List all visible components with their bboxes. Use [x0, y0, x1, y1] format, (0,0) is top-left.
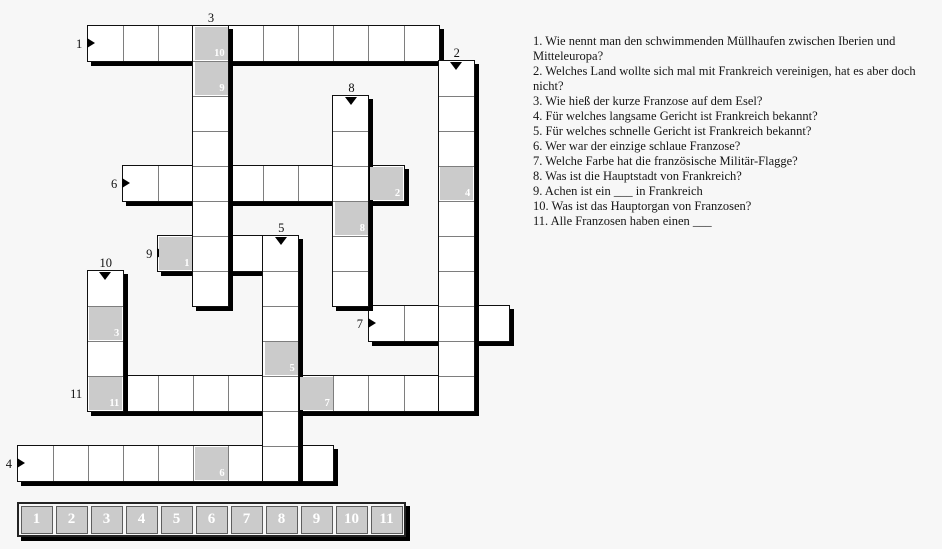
solution-cell[interactable]: [195, 62, 228, 95]
across-arrow-icon: [17, 458, 25, 468]
answer-box-number: 5: [172, 511, 181, 527]
clue-number: 9: [146, 246, 153, 261]
down-arrow-icon: [450, 62, 462, 70]
answer-box: [126, 506, 158, 534]
cell[interactable]: [333, 376, 368, 411]
clue-item: 8. Was ist die Hauptstadt von Frankreich?: [533, 169, 742, 183]
cell[interactable]: [193, 131, 228, 166]
answer-box-number: 1: [32, 511, 41, 527]
cell[interactable]: [53, 446, 88, 481]
cell[interactable]: [404, 376, 439, 411]
answer-box: [91, 506, 123, 534]
clue-item: 9. Achen ist ein ___ in Frankreich: [533, 184, 703, 198]
answer-box: [336, 506, 368, 534]
clue-number: 6: [111, 176, 118, 191]
cell[interactable]: [439, 131, 474, 166]
clue-item: 1. Wie nennt man den schwimmenden Müllhaufen zwischen Iberien und Mitteleuropa?: [533, 34, 896, 63]
cell[interactable]: [158, 376, 193, 411]
cell[interactable]: [333, 131, 368, 166]
clue-item: 7. Welche Farbe hat die französische Militär-Flagge?: [533, 154, 798, 168]
solution-cell[interactable]: [89, 377, 122, 410]
cell[interactable]: [193, 96, 228, 131]
answer-box: [371, 506, 403, 534]
answer-box-number: 7: [242, 511, 251, 527]
solution-cell[interactable]: [195, 27, 228, 60]
cell[interactable]: [298, 446, 333, 481]
solution-cell-number: 4: [465, 187, 471, 199]
cell[interactable]: [439, 201, 474, 236]
clue-number: 7: [356, 316, 363, 331]
answer-box-number: 4: [137, 511, 146, 527]
clue-number: 8: [348, 81, 355, 95]
cell[interactable]: [193, 376, 228, 411]
cell[interactable]: [228, 236, 263, 271]
answer-box: [301, 506, 333, 534]
clue-number: 10: [99, 256, 112, 270]
clue-item: 6. Wer war der einzige schlaue Franzose?: [533, 139, 741, 153]
solution-cell-number: 11: [109, 397, 120, 409]
down-arrow-icon: [275, 237, 287, 245]
solution-cell-number: 5: [289, 362, 295, 374]
solution-cell-number: 3: [114, 327, 120, 339]
cell[interactable]: [158, 166, 193, 201]
cell[interactable]: [88, 341, 123, 376]
solution-cell[interactable]: [159, 237, 192, 270]
answer-box: [161, 506, 193, 534]
answer-box-number: 9: [312, 511, 321, 527]
answer-box-number: 3: [102, 511, 111, 527]
solution-cell[interactable]: [195, 447, 228, 480]
cell[interactable]: [404, 306, 439, 341]
cell[interactable]: [439, 376, 474, 411]
cell[interactable]: [404, 26, 439, 61]
cell[interactable]: [123, 446, 158, 481]
solution-cell-number: 10: [214, 47, 225, 59]
cell[interactable]: [123, 376, 158, 411]
cell[interactable]: [439, 236, 474, 271]
solution-cell[interactable]: [265, 342, 298, 375]
cell[interactable]: [193, 271, 228, 306]
clue-item: 2. Welches Land wollte sich mal mit Frankreich vereinigen, hat es aber doch nicht?: [533, 64, 916, 93]
answer-box: [231, 506, 263, 534]
cell[interactable]: [263, 446, 298, 481]
answer-box-number: 6: [207, 511, 216, 527]
cell[interactable]: [333, 236, 368, 271]
solution-cell[interactable]: [335, 202, 368, 235]
solution-cell-number: 1: [184, 257, 190, 269]
cell[interactable]: [263, 271, 298, 306]
across-arrow-icon: [122, 178, 130, 188]
word-1-across: [87, 25, 440, 62]
cell[interactable]: [298, 166, 333, 201]
cell[interactable]: [193, 201, 228, 236]
cell[interactable]: [333, 271, 368, 306]
cell[interactable]: [88, 446, 123, 481]
cell[interactable]: [263, 166, 298, 201]
solution-cell-number: 9: [219, 82, 225, 94]
clue-item: 10. Was ist das Hauptorgan von Franzosen?: [533, 199, 752, 213]
down-arrow-icon: [345, 97, 357, 105]
clue-number: 2: [453, 46, 460, 60]
solution-cell[interactable]: [440, 167, 473, 200]
clue-item: 5. Für welches schnelle Gericht ist Frankreich bekannt?: [533, 124, 812, 138]
word-8-down: [332, 95, 369, 307]
answer-box: [56, 506, 88, 534]
cell[interactable]: [123, 26, 158, 61]
clue-number: 4: [5, 456, 12, 471]
solution-cell[interactable]: [300, 377, 333, 410]
across-arrow-icon: [368, 318, 376, 328]
clue-number: 11: [70, 386, 83, 401]
down-arrow-icon: [99, 272, 111, 280]
cell[interactable]: [263, 376, 298, 411]
clue-number: 1: [75, 36, 83, 51]
cell[interactable]: [263, 306, 298, 341]
cell[interactable]: [333, 26, 368, 61]
cell[interactable]: [368, 26, 403, 61]
clue-item: 4. Für welches langsame Gericht ist Frankreich bekannt?: [533, 109, 818, 123]
clue-list: [533, 34, 935, 229]
cell[interactable]: [439, 96, 474, 131]
cell[interactable]: [368, 376, 403, 411]
cell[interactable]: [228, 166, 263, 201]
solution-cell-number: 2: [394, 187, 401, 199]
cell[interactable]: [298, 26, 333, 61]
answer-strip: [17, 502, 406, 537]
solution-cell[interactable]: [89, 307, 122, 340]
cell[interactable]: [263, 26, 298, 61]
cell[interactable]: [228, 26, 263, 61]
clue-item: 11. Alle Franzosen haben einen ___: [533, 214, 712, 228]
solution-cell[interactable]: [370, 167, 403, 200]
clue-item: 3. Wie hieß der kurze Franzose auf dem Esel?: [533, 94, 763, 108]
answer-box-number: 8: [277, 511, 286, 527]
cell[interactable]: [158, 446, 193, 481]
cell[interactable]: [439, 271, 474, 306]
cell[interactable]: [263, 411, 298, 446]
solution-cell-number: 8: [359, 222, 365, 234]
answer-box-number: 10: [344, 511, 359, 527]
cell[interactable]: [474, 306, 509, 341]
cell[interactable]: [439, 341, 474, 376]
answer-box-number: 11: [379, 511, 394, 527]
clue-number: 3: [207, 11, 215, 25]
cell[interactable]: [193, 236, 228, 271]
cell[interactable]: [228, 376, 263, 411]
answer-box: [21, 506, 53, 534]
solution-cell-number: 7: [324, 397, 330, 409]
cell[interactable]: [228, 446, 263, 481]
answer-box: [196, 506, 228, 534]
answer-box-number: 2: [67, 511, 76, 527]
answer-box: [266, 506, 298, 534]
clue-number: 5: [278, 221, 285, 235]
across-arrow-icon: [87, 38, 95, 48]
word-2-down: [438, 60, 475, 412]
cell[interactable]: [158, 26, 193, 61]
cell[interactable]: [439, 306, 474, 341]
solution-cell-number: 6: [219, 467, 225, 479]
cell[interactable]: [333, 166, 368, 201]
cell[interactable]: [193, 166, 228, 201]
